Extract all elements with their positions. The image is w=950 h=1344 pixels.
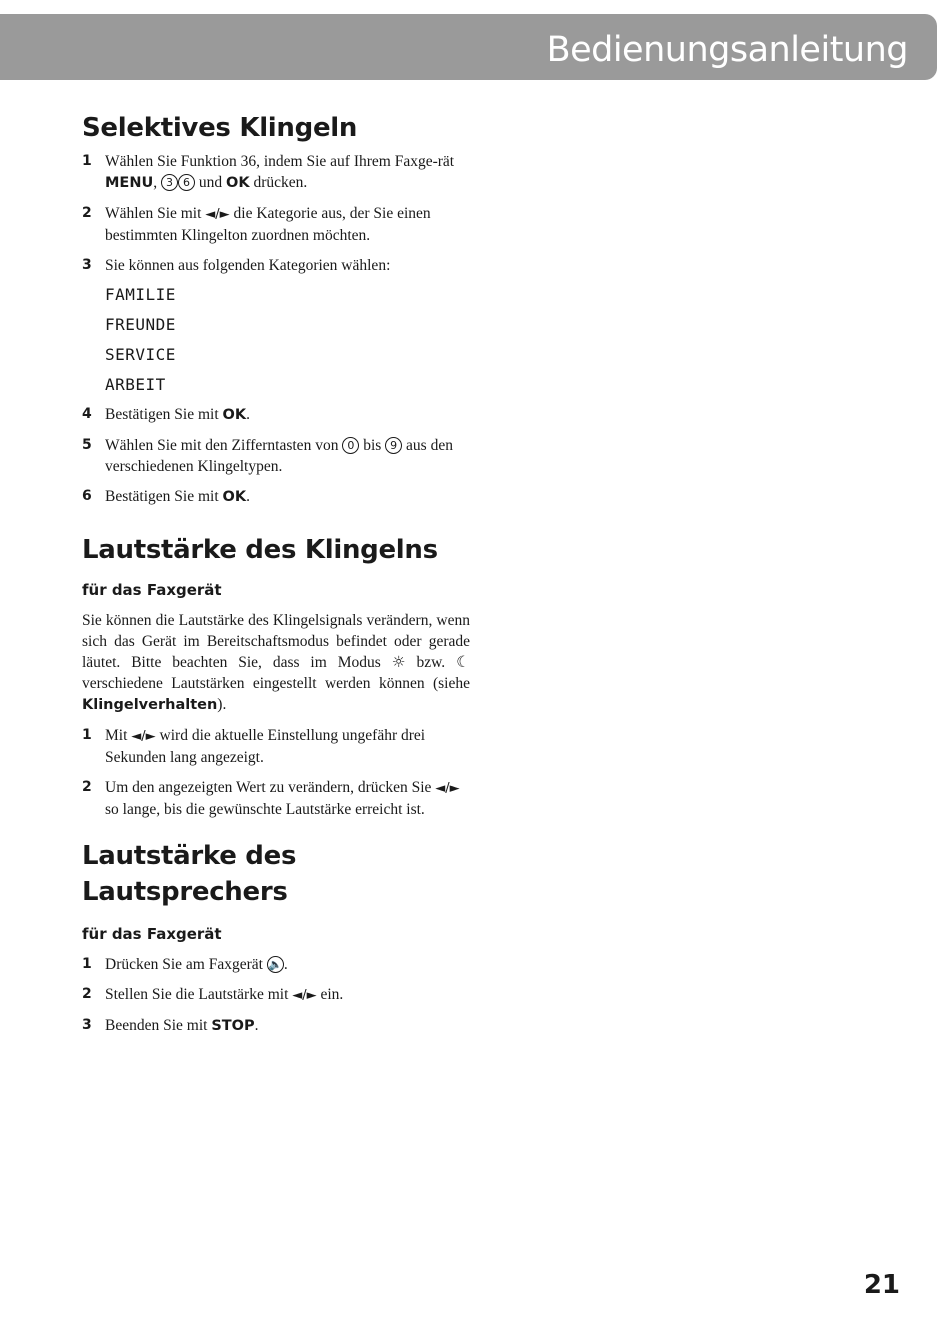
step-text: Um den angezeigten Wert zu verändern, drücken Sie xyxy=(105,779,432,796)
step-text: , xyxy=(153,174,158,191)
intro-paragraph xyxy=(82,610,470,716)
step-text: Bestätigen Sie mit xyxy=(105,488,219,505)
step-number: 6 xyxy=(82,488,92,504)
section-subtitle: für das Faxgerät xyxy=(82,581,222,599)
step-text: Drücken Sie am Faxgerät xyxy=(105,956,263,973)
ok-key-label: OK xyxy=(222,489,247,505)
step-number: 2 xyxy=(82,205,92,221)
step-text: Mit xyxy=(105,727,128,744)
step-text: und xyxy=(198,174,223,191)
step-text: Wählen Sie Funktion 36, indem Sie auf Ihrem Faxge-rät xyxy=(105,153,455,170)
step-text: . xyxy=(246,488,250,505)
section-subtitle: für das Faxgerät xyxy=(82,925,222,943)
step-4 xyxy=(82,404,470,426)
left-right-arrows-icon: ◄/► xyxy=(435,781,460,796)
header-title: Bedienungsanleitung xyxy=(546,30,908,70)
step-text: drücken. xyxy=(253,174,308,191)
sun-mode-icon: ☼ xyxy=(391,653,406,671)
paragraph-text: Sie können die Lautstärke des Klingelsignals verändern, wenn sich das Gerät im Bereitschaftsmodus befindet oder gerade läutet. Bitte beachten Sie, dass im Modus xyxy=(82,612,470,671)
menu-key-label: MENU xyxy=(105,175,154,191)
step-text: Wählen Sie mit den Zifferntasten von xyxy=(105,437,339,454)
step-text: Beenden Sie mit xyxy=(105,1017,208,1034)
step-2 xyxy=(82,777,470,820)
key-6-icon: 6 xyxy=(178,174,195,191)
step-1 xyxy=(82,725,470,768)
step-number: 3 xyxy=(82,257,92,273)
step-number: 3 xyxy=(82,1017,92,1033)
step-number: 2 xyxy=(82,986,92,1002)
step-6 xyxy=(82,486,470,508)
content xyxy=(82,110,470,1037)
section-title-lautstaerke-lautsprecher: Lautstärke des Lautsprechers xyxy=(82,841,297,907)
category-service: SERVICE xyxy=(105,345,176,364)
step-5 xyxy=(82,435,470,477)
step-2 xyxy=(82,984,470,1006)
section-title-selektives-klingeln: Selektives Klingeln xyxy=(82,113,358,143)
step-text: Bestätigen Sie mit xyxy=(105,406,219,423)
step-number: 4 xyxy=(82,406,92,422)
left-right-arrows-icon: ◄/► xyxy=(292,988,317,1003)
category-freunde: FREUNDE xyxy=(105,315,176,334)
step-number: 5 xyxy=(82,437,92,453)
step-text: ein. xyxy=(320,986,344,1003)
ok-key-label: OK xyxy=(222,407,247,423)
category-familie: FAMILIE xyxy=(105,285,176,304)
key-0-icon: 0 xyxy=(342,437,359,454)
paragraph-text: verschiedene Lautstärken eingestellt werden können (siehe xyxy=(82,675,470,692)
key-9-icon: 9 xyxy=(385,437,402,454)
step-number: 1 xyxy=(82,956,92,972)
step-3 xyxy=(82,255,470,276)
step-number: 2 xyxy=(82,779,92,795)
left-right-arrows-icon: ◄/► xyxy=(131,729,156,744)
step-text: . xyxy=(254,1017,259,1034)
speaker-icon: 🔈 xyxy=(268,958,283,971)
ok-key-label: OK xyxy=(226,175,250,191)
klingelverhalten-label: Klingelverhalten xyxy=(82,697,218,713)
step-text: . xyxy=(246,406,250,423)
step-3 xyxy=(82,1015,470,1037)
stop-key-label: STOP xyxy=(211,1018,255,1034)
step-1 xyxy=(82,151,470,194)
moon-mode-icon: ☾ xyxy=(456,653,470,671)
step-text: Sie können aus folgenden Kategorien wählen: xyxy=(105,257,391,274)
step-text: so lange, bis die gewünschte Lautstärke erreicht ist. xyxy=(105,801,425,818)
step-text: Stellen Sie die Lautstärke mit xyxy=(105,986,289,1003)
step-2 xyxy=(82,203,470,246)
step-text: Wählen Sie mit xyxy=(105,205,202,222)
left-right-arrows-icon: ◄/► xyxy=(205,207,230,222)
key-3-icon: 3 xyxy=(161,174,178,191)
step-number: 1 xyxy=(82,153,92,169)
category-arbeit: ARBEIT xyxy=(105,375,166,394)
section-title-lautstaerke-klingeln: Lautstärke des Klingelns xyxy=(82,535,438,565)
step-text: wird die aktuelle Einstellung ungefähr drei Sekunden lang angezeigt. xyxy=(105,727,426,766)
step-text: die Kategorie aus, der Sie einen bestimmten Klingelton zuordnen möchten. xyxy=(105,205,431,244)
step-text: . xyxy=(283,956,288,973)
step-text: aus den verschiedenen Klingeltypen. xyxy=(105,437,453,475)
step-1 xyxy=(82,954,470,975)
paragraph-text: bzw. xyxy=(416,654,446,671)
step-number: 1 xyxy=(82,727,92,743)
page-number: 21 xyxy=(863,1270,900,1300)
paragraph-text: ). xyxy=(217,696,227,713)
step-text: bis xyxy=(363,437,382,454)
